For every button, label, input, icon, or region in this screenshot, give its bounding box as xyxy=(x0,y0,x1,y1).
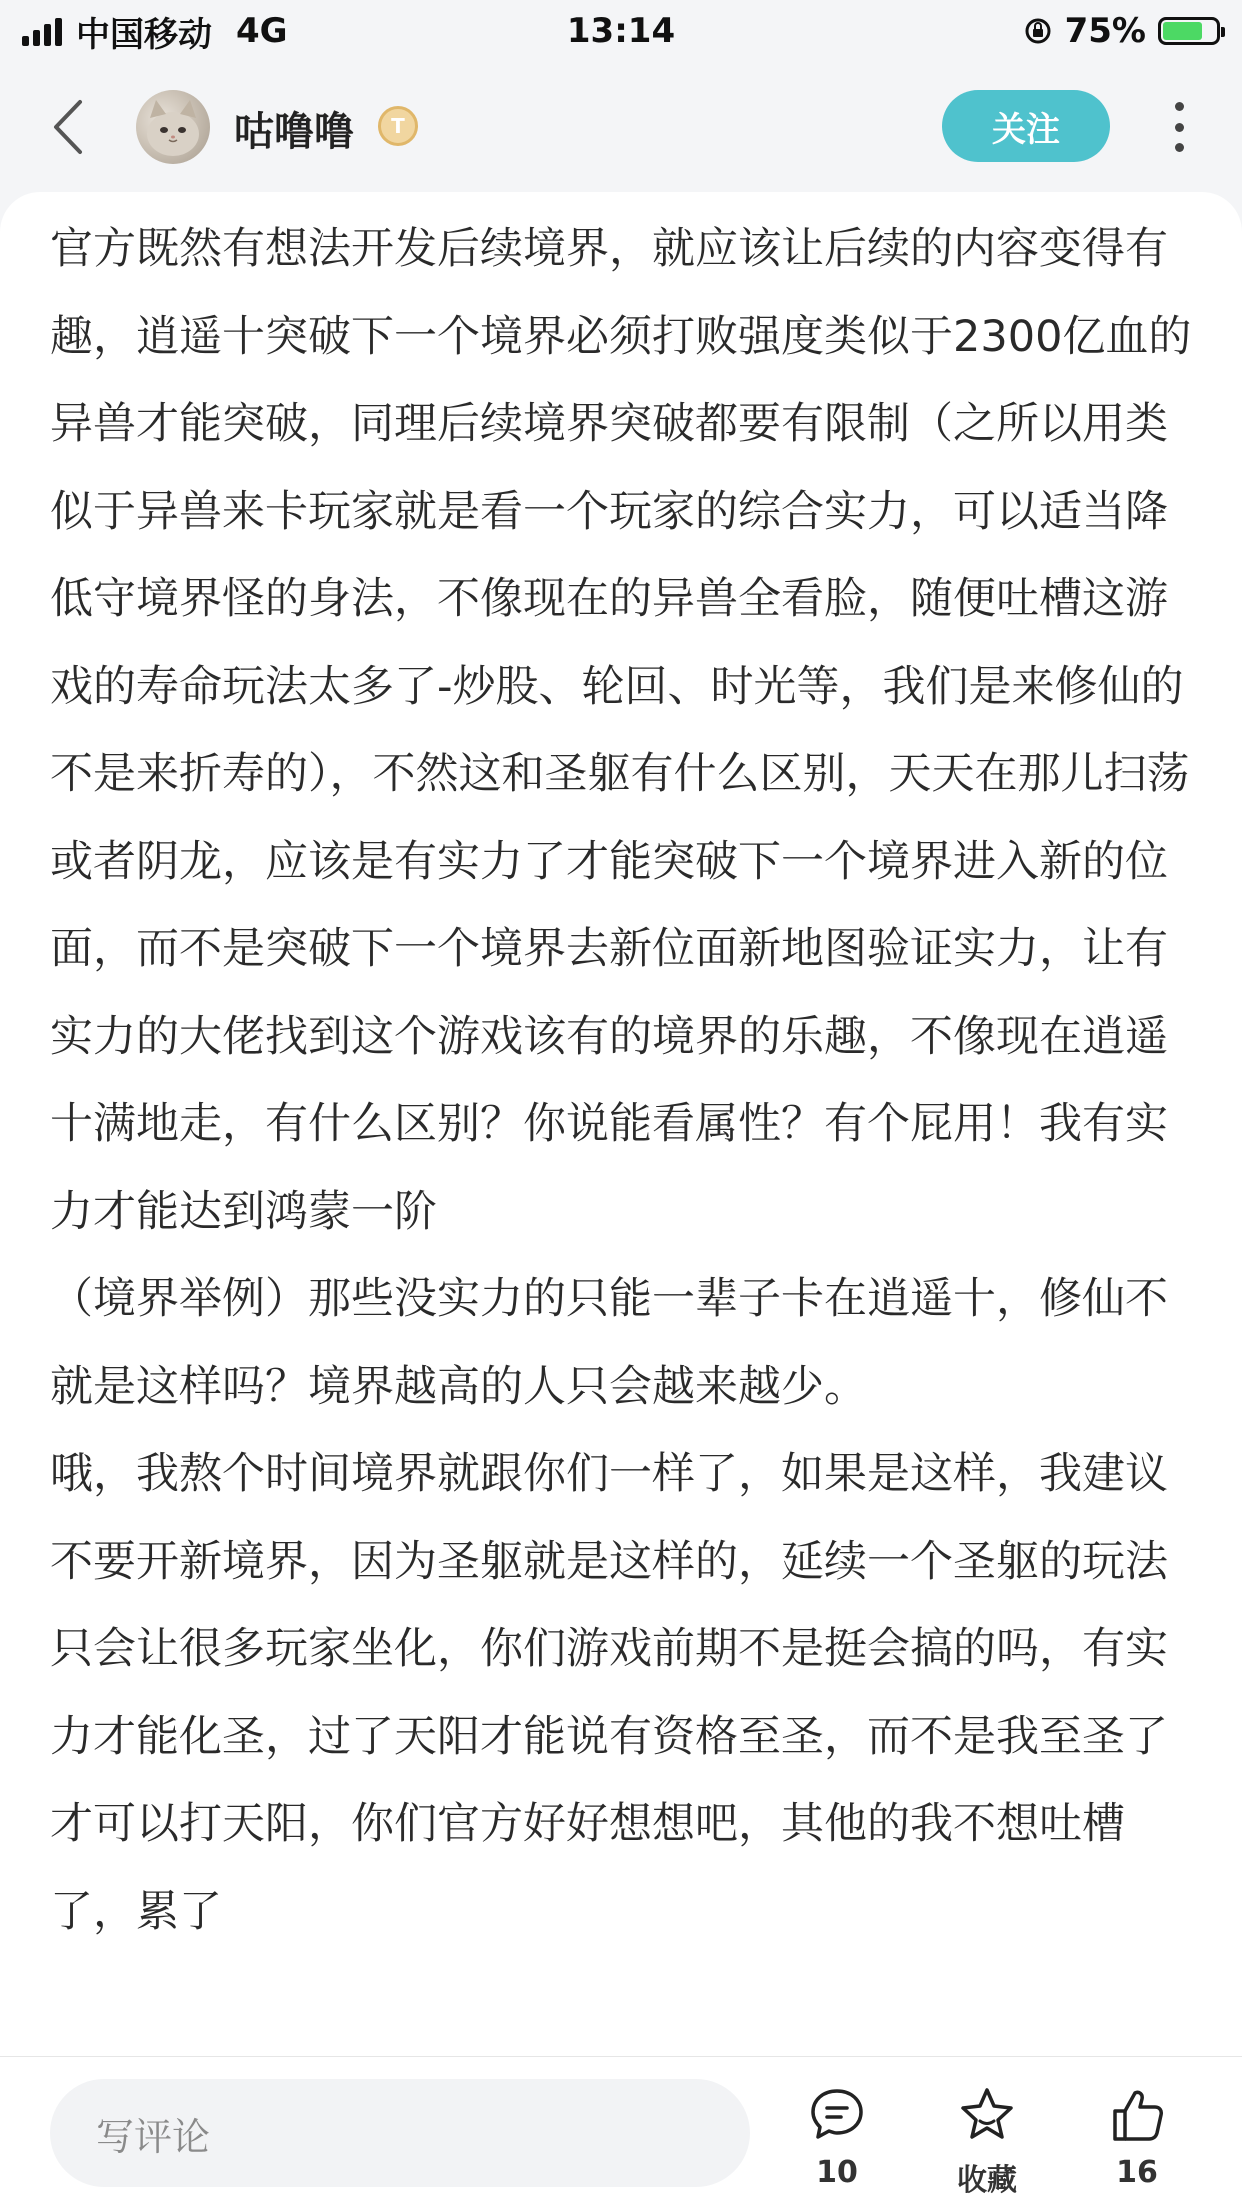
status-left xyxy=(22,7,288,56)
status-right xyxy=(1023,11,1220,51)
comment-count: 10 xyxy=(816,2155,858,2190)
battery-icon xyxy=(1158,17,1220,45)
cat-avatar-image xyxy=(136,90,210,164)
dot xyxy=(1175,123,1184,132)
nav-bar xyxy=(0,62,1242,192)
thumbs-up-icon xyxy=(1107,2085,1167,2145)
chevron-left-icon xyxy=(44,96,94,158)
star-icon xyxy=(957,2085,1017,2145)
comment-icon xyxy=(807,2085,867,2145)
back-button[interactable] xyxy=(44,96,94,158)
signal-icon xyxy=(22,16,62,46)
like-count: 16 xyxy=(1116,2155,1158,2190)
carrier-name: 中国移动 xyxy=(76,14,212,55)
vertical-dots-icon xyxy=(1175,102,1184,111)
comment-input[interactable]: 写评论 xyxy=(50,2079,750,2187)
bottom-action-bar xyxy=(0,2056,1242,2209)
avatar[interactable] xyxy=(136,90,210,164)
dot xyxy=(1175,143,1184,152)
status-time: 13:14 xyxy=(566,11,676,51)
post-body: 官方既然有想法开发后续境界，就应该让后续的内容变得有趣，逍遥十突破下一个境界必须打败强度类似于2300亿血的异兽才能突破，同理后续境界突破都要有限制（之所以用类似于异兽来卡玩家就是看一个玩家的综合实力，可以适当降低守境界怪的身法，不像现在的异兽全看脸，随便吐槽这游戏的寿命玩法太多了-炒股、轮回、时光等，我们是来修仙的不是来折寿的），不然这和圣躯有什么区别，天天在那儿扫荡或者阴龙，应该是有实力了才能突破下一个境界进入新的位面，而不是突破下一个境界去新位面新地图验证实力，让有实力的大佬找到这个游戏该有的境界的乐趣，不像现在逍遥十满地走，有什么区别？你说能看属性？有个屁用！我有实力才能达到鸿蒙一阶 （境界举例）那些没实力的只能一辈子卡在逍遥十，修仙不就是这样吗？境界越高的人只会越来越少。 哦，我熬个时间境界就跟你们一样了，如果是这样，我建议不要开新境界，因为圣躯就是这样的，延续一个圣躯的玩法只会让很多玩家坐化，你们游戏前期不是挺会搞的吗，有实力才能化圣，过了天阳才能说有资格至圣，而不是我至圣了才可以打天阳，你们官方好好想想吧，其他的我不想吐槽了，累了 xyxy=(50,224,1192,1937)
battery-percent: 75% xyxy=(1064,11,1146,51)
comment-button[interactable] xyxy=(782,2085,892,2201)
rotation-lock-icon xyxy=(1023,16,1053,46)
status-bar xyxy=(0,0,1242,62)
user-level-badge: T xyxy=(378,106,418,146)
favorite-label: 收藏 xyxy=(957,2163,1017,2198)
post-content xyxy=(0,192,1242,2056)
favorite-button[interactable] xyxy=(932,2085,1042,2201)
username[interactable]: 咕噜噜 xyxy=(234,109,354,155)
like-button[interactable] xyxy=(1082,2085,1192,2201)
more-options-button[interactable] xyxy=(1164,102,1194,152)
follow-button[interactable]: 关注 xyxy=(942,90,1110,162)
network-type: 4G xyxy=(236,11,288,51)
